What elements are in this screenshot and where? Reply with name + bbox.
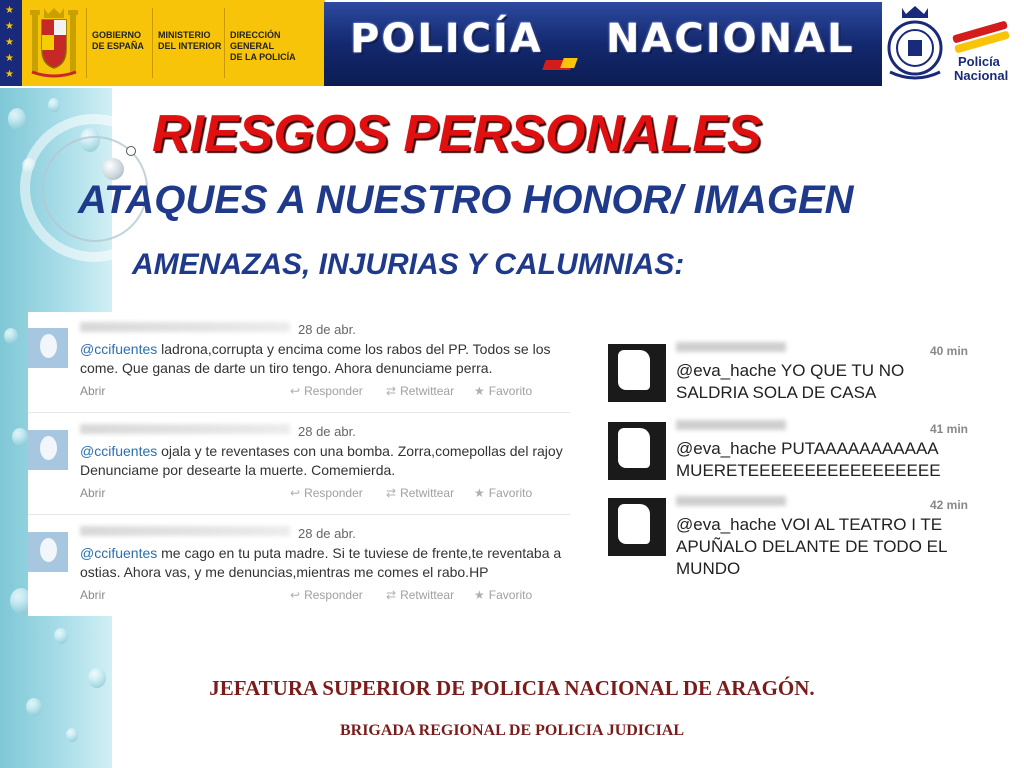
footer-organization: JEFATURA SUPERIOR DE POLICIA NACIONAL DE ARAGÓN.: [209, 676, 815, 700]
decorative-bubble: [102, 158, 124, 180]
water-drop: [54, 628, 68, 644]
footer-brigade: BRIGADA REGIONAL DE POLICIA JUDICIAL: [339, 722, 685, 739]
tweet-time: 42 min: [930, 498, 969, 512]
default-egg-avatar-icon: [28, 430, 68, 470]
tweet-text: @eva_hache YO QUE TU NO SALDRIA SOLA DE CASA: [676, 361, 905, 402]
tweet-card: [28, 516, 570, 616]
reply-button[interactable]: [290, 384, 363, 398]
redacted-avatar: [608, 498, 666, 556]
gov-spain-label: GOBIERNO DE ESPAÑA: [92, 30, 144, 51]
tweet-text: [80, 442, 570, 480]
default-egg-avatar-icon: [28, 328, 68, 368]
right-tweets-screenshot: [608, 338, 970, 588]
tweet-text-line1: me cago en tu puta madre. Si te tuviese de frente,te reventaba a: [157, 545, 562, 561]
favorite-button[interactable]: [474, 384, 532, 398]
policia-nacional-banner: [324, 2, 882, 86]
tweet-handle: @ccifuentes: [80, 443, 158, 459]
tweet-text: @eva_hache PUTAAAAAAAAAAA MUERETEEEEEEEEEEEEEEEEE: [676, 439, 941, 480]
favorite-star-icon: ★: [474, 384, 485, 398]
redacted-username: [80, 322, 290, 332]
bullet-icon: [126, 146, 136, 156]
slide-title: RIESGOS PERSONALES: [152, 105, 762, 163]
eu-flag-strip: ★ ★ ★ ★ ★: [0, 0, 22, 86]
reply-icon: ↩: [290, 384, 301, 398]
tweet-open-link[interactable]: Abrir: [80, 486, 106, 500]
tweet-text-line2: Denunciame por desearte la muerte. Comemierda.: [80, 462, 396, 478]
police-shield-icon: [884, 2, 946, 84]
tweet-open-link[interactable]: Abrir: [80, 588, 106, 602]
divider: [86, 8, 87, 78]
default-egg-avatar-icon: [28, 532, 68, 572]
tweet-time: 40 min: [930, 344, 969, 358]
tweet-handle: @ccifuentes: [80, 341, 158, 357]
tweet-card: [28, 312, 570, 413]
spanish-coat-of-arms-icon: [28, 6, 80, 80]
reply-icon: ↩: [290, 486, 301, 500]
favorite-label: Favorito: [488, 486, 533, 500]
tweet-text-line2: ostias. Ahora vas, y me denuncias,mientras me comes el rabo.HP: [80, 564, 489, 580]
redacted-username: [676, 342, 786, 352]
favorite-button[interactable]: [474, 486, 532, 500]
retweet-icon: ⇄: [386, 588, 397, 602]
tweet-text: @eva_hache VOI AL TEATRO I TE APUÑALO DELANTE DE TODO EL MUNDO: [676, 515, 948, 578]
water-drop: [12, 428, 28, 446]
tweet-card: [608, 416, 970, 492]
retweet-label: Retwittear: [400, 384, 455, 398]
redacted-avatar: [608, 344, 666, 402]
retweet-button[interactable]: [386, 486, 454, 500]
tweet-date: 28 de abr.: [298, 526, 356, 541]
slide-subtitle: ATAQUES A NUESTRO HONOR/ IMAGEN: [78, 178, 854, 222]
logo-text-policia: Policía: [958, 54, 1000, 69]
reply-button[interactable]: [290, 588, 363, 602]
tweet-text: [80, 340, 570, 378]
favorite-label: Favorito: [488, 384, 533, 398]
favorite-button[interactable]: [474, 588, 532, 602]
retweet-label: Retwittear: [400, 588, 455, 602]
divider: [224, 8, 225, 78]
slide-section-heading: AMENAZAS, INJURIAS Y CALUMNIAS:: [132, 248, 685, 281]
tweet-card: [28, 414, 570, 515]
government-logo-block: [0, 0, 325, 86]
tweet-card: [608, 338, 970, 414]
tweet-handle: @ccifuentes: [80, 545, 158, 561]
tweet-time: 41 min: [930, 422, 969, 436]
redacted-username: [676, 496, 786, 506]
tweet-card: [608, 492, 970, 578]
tweet-date: 28 de abr.: [298, 322, 356, 337]
retweet-button[interactable]: [386, 384, 454, 398]
flag-accent-yellow: [560, 58, 578, 68]
redacted-username: [80, 424, 290, 434]
policia-nacional-logo: [944, 12, 1020, 84]
tweet-open-link[interactable]: Abrir: [80, 384, 106, 398]
logo-text-nacional: Nacional: [954, 68, 1009, 83]
redacted-avatar: [608, 422, 666, 480]
favorite-star-icon: ★: [474, 588, 485, 602]
divider: [152, 8, 153, 78]
reply-label: Responder: [304, 486, 363, 500]
directorate-label: DIRECCIÓN GENERAL DE LA POLICÍA: [230, 30, 296, 62]
ministry-label: MINISTERIO DEL INTERIOR: [158, 30, 222, 51]
reply-label: Responder: [304, 588, 363, 602]
retweet-label: Retwittear: [400, 486, 455, 500]
retweet-button[interactable]: [386, 588, 454, 602]
retweet-icon: ⇄: [386, 486, 397, 500]
reply-label: Responder: [304, 384, 363, 398]
tweet-text-line2: come. Que ganas de darte un tiro tengo. Ahora denunciame perra.: [80, 360, 493, 376]
water-drop: [8, 108, 26, 130]
favorite-label: Favorito: [488, 588, 533, 602]
tweet-text-line1: ojala y te reventases con una bomba. Zorra,comepollas del rajoy: [157, 443, 563, 459]
redacted-username: [676, 420, 786, 430]
tweet-text-line1: ladrona,corrupta y encima come los rabos del PP. Todos se los: [157, 341, 551, 357]
banner-word-policia: POLICÍA: [350, 16, 543, 62]
tweet-text: [80, 544, 570, 582]
redacted-username: [80, 526, 290, 536]
header-banner: [0, 0, 1024, 88]
left-tweets-screenshot: [28, 312, 570, 616]
water-drop: [4, 328, 18, 344]
water-drop: [48, 98, 60, 112]
reply-button[interactable]: [290, 486, 363, 500]
banner-word-nacional: NACIONAL: [606, 16, 855, 62]
favorite-star-icon: ★: [474, 486, 485, 500]
reply-icon: ↩: [290, 588, 301, 602]
tweet-date: 28 de abr.: [298, 424, 356, 439]
retweet-icon: ⇄: [386, 384, 397, 398]
